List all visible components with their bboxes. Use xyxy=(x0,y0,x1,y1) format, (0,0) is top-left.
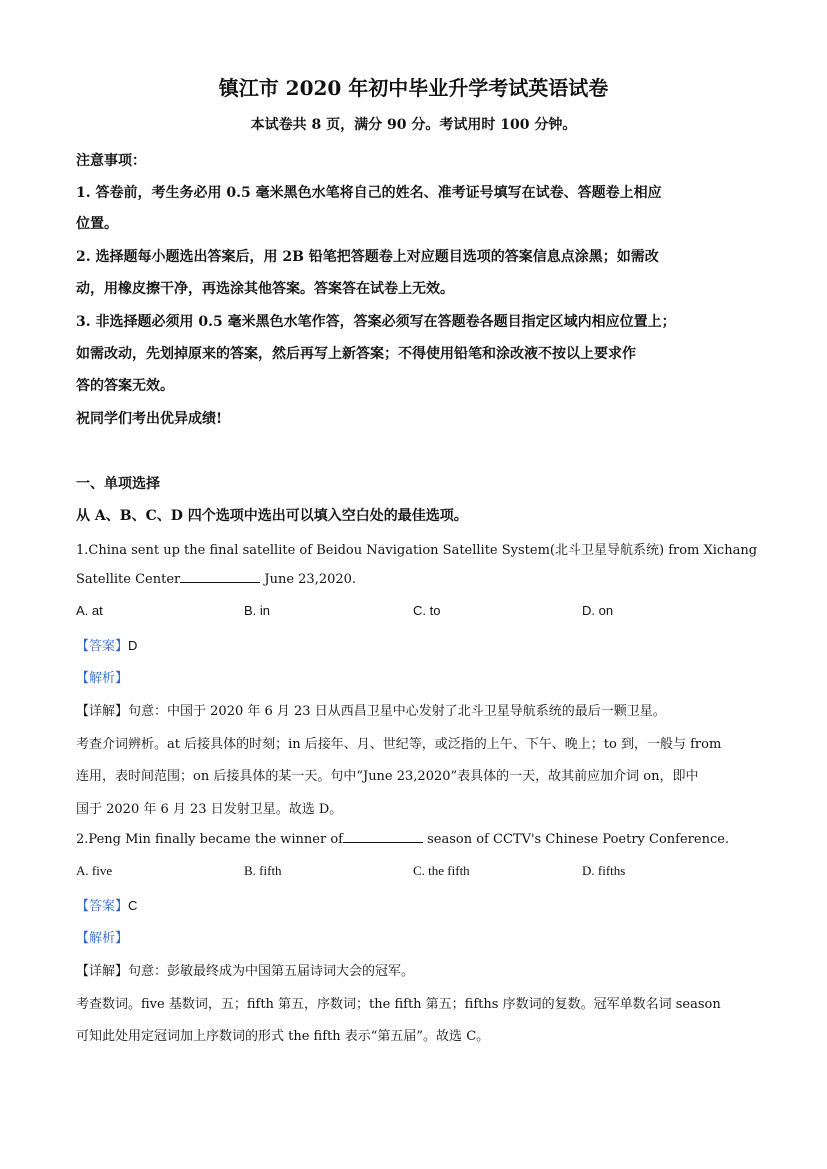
detail-tag: 【详解】 xyxy=(76,704,129,719)
answer-tag: 【答案】 xyxy=(76,899,129,914)
question-2-stem xyxy=(76,830,729,847)
question-1-stem-line2 xyxy=(76,570,356,587)
option-a: A. five xyxy=(76,863,113,878)
stem-text: 2.Peng Min finally became the winner of xyxy=(76,832,343,847)
answer-blank xyxy=(343,830,423,843)
question-1-stem: 1.China sent up the final satellite of Beidou Navigation Satellite System(北斗卫星导航系统) from Xichang xyxy=(76,543,758,558)
page-title: 镇江市 2020 年初中毕业升学考试英语试卷 xyxy=(218,76,609,100)
option-a: A. at xyxy=(76,603,103,618)
analysis-row xyxy=(76,667,128,686)
option-b: B. in xyxy=(244,603,271,618)
detail-row xyxy=(76,960,414,979)
explanation-line: 考查介词辨析。at 后接具体的时刻；in 后接年、月、世纪等，或泛指的上午、下午、晚上；to 到，一般与 from xyxy=(76,737,722,752)
detail-tag: 【详解】 xyxy=(76,964,129,979)
option-c: C. the fifth xyxy=(413,863,470,878)
option-c: C. to xyxy=(413,603,441,618)
notice-line: 如需改动，先划掉原来的答案，然后再写上新答案；不得使用铅笔和涂改液不按以上要求作 xyxy=(76,346,636,362)
option-d: D. fifths xyxy=(582,863,626,878)
notice-line: 2. 选择题每小题选出答案后，用 2B 铅笔把答题卷上对应题目选项的答案信息点涂黑；如需改 xyxy=(76,249,659,265)
detail-text: 句意：彭敏最终成为中国第五届诗词大会的冠军。 xyxy=(128,964,415,979)
stem-text: Satellite Center xyxy=(76,572,181,587)
notice-line: 动，用橡皮擦干净，再选涂其他答案。答案答在试卷上无效。 xyxy=(76,281,454,297)
explanation-line: 国于 2020 年 6 月 23 日发射卫星。故选 D。 xyxy=(76,802,343,817)
explanation-line: 可知此处用定冠词加上序数词的形式 the fifth 表示“第五届”。故选 C。 xyxy=(76,1029,490,1044)
analysis-tag: 【解析】 xyxy=(76,931,129,946)
notice-line: 位置。 xyxy=(76,216,118,232)
option-d: D. on xyxy=(582,603,614,618)
detail-text: 句意：中国于 2020 年 6 月 23 日从西昌卫星中心发射了北斗卫星导航系统的最后一颗卫星。 xyxy=(128,704,666,719)
analysis-tag: 【解析】 xyxy=(76,671,129,686)
answer-blank xyxy=(180,570,260,583)
detail-row xyxy=(76,700,666,719)
section-instruction: 从 A、B、C、D 四个选项中选出可以填入空白处的最佳选项。 xyxy=(76,508,468,524)
stem-text: June 23,2020. xyxy=(260,572,357,587)
notice-heading: 注意事项： xyxy=(76,153,146,169)
stem-text: season of CCTV's Chinese Poetry Conference. xyxy=(422,832,730,847)
analysis-row xyxy=(76,927,128,946)
option-b: B. fifth xyxy=(244,863,282,878)
answer-tag: 【答案】 xyxy=(76,639,129,654)
answer-value: D xyxy=(128,638,138,653)
answer-value: C xyxy=(128,898,138,913)
page-subtitle: 本试卷共 8 页，满分 90 分。考试用时 100 分钟。 xyxy=(250,117,577,133)
section-heading: 一、单项选择 xyxy=(76,476,160,492)
notice-line: 3. 非选择题必须用 0.5 毫米黑色水笔作答，答案必须写在答题卷各题目指定区域内相应位置上； xyxy=(76,314,676,330)
explanation-line: 考查数词。five 基数词，五；fifth 第五，序数词；the fifth 第五；fifths 序数词的复数。冠军单数名词 season xyxy=(76,997,721,1012)
answer-row xyxy=(76,895,137,914)
notice-line: 1. 答卷前，考生务必用 0.5 毫米黑色水笔将自己的姓名、准考证号填写在试卷、答题卷上相应 xyxy=(76,185,662,201)
answer-row xyxy=(76,635,137,654)
notice-line: 答的答案无效。 xyxy=(76,378,174,394)
explanation-line: 连用，表时间范围；on 后接具体的某一天。句中“June 23,2020”表具体的一天，故其前应加介词 on，即中 xyxy=(76,769,699,784)
notice-closing: 祝同学们考出优异成绩! xyxy=(76,411,223,427)
